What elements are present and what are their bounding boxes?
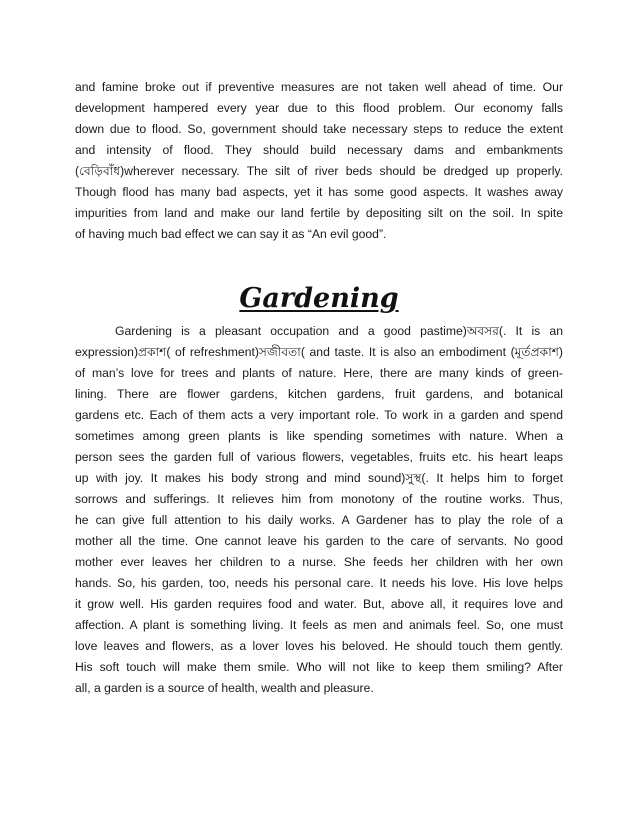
text-line: gardens etc. Each of them acts a very important role. To work in a garden and spend <box>75 408 563 422</box>
text-line: development hampered every year due to this flood problem. Our economy falls <box>75 101 563 115</box>
text-line: and intensity of flood. They should build necessary dams and embankments <box>75 143 563 157</box>
text-line: affection. A plant is something living. It feels as men and animals feel. So, one must <box>75 618 563 632</box>
text-line: all, a garden is a source of health, wealth and pleasure. <box>75 681 374 695</box>
text-line: Though flood has many bad aspects, yet it has some good aspects. It washes away <box>75 185 563 199</box>
gardening-paragraph <box>75 321 563 699</box>
text-line: lining. There are flower gardens, kitchen gardens, fruit gardens, and botanical <box>75 387 563 401</box>
text-line: person sees the garden full of various flowers, vegetables, fruits etc. his heart leaps <box>75 450 563 464</box>
text-line: expression)প্রকাশ( of refreshment)সজীবতা( and taste. It is also an embodiment (মূর্তপ্রকাশ) <box>75 345 563 359</box>
text-line: of having much bad effect we can say it as “An evil good”. <box>75 227 387 241</box>
text-line: hands. So, his garden, too, needs his personal care. It needs his love. His love helps <box>75 576 563 590</box>
text-line: impurities from land and make our land fertile by depositing silt on the soil. In spite <box>75 206 563 220</box>
text-line: of man’s love for trees and plants of nature. Here, there are many kinds of green- <box>75 366 563 380</box>
essay-title: Gardening <box>239 283 399 314</box>
text-line: (বেড়িবাঁধ)wherever necessary. The silt of river beds should be dredged up properly. <box>75 164 563 178</box>
text-line: it grow well. His garden requires food and water. But, above all, it requires love and <box>75 597 563 611</box>
flood-paragraph <box>75 77 563 245</box>
text-line: mother ever leaves her children to a nurse. She feeds her children with her own <box>75 555 563 569</box>
text-line: mother all the time. One cannot leave his garden to the care of servants. No good <box>75 534 563 548</box>
text-line: sometimes among green plants is like spending sometimes with nature. When a <box>75 429 563 443</box>
text-line: sorrows and sufferings. It relieves him from monotony of the routine works. Thus, <box>75 492 563 506</box>
text-line: he can give full attention to his daily works. A Gardener has to play the role of a <box>75 513 563 527</box>
text-line: His soft touch will make them smile. Who will not like to keep them smiling? After <box>75 660 563 674</box>
text-line: and famine broke out if preventive measures are not taken well ahead of time. Our <box>75 80 563 94</box>
text-line: love leaves and flowers, as a lover loves his beloved. He should touch them gently. <box>75 639 563 653</box>
text-line: up with joy. It makes his body strong and mind sound)সুস্থ(. It helps him to forget <box>75 471 563 485</box>
text-line: Gardening is a pleasant occupation and a good pastime)অবসর(. It is an <box>115 324 563 338</box>
text-line: down due to flood. So, government should take necessary steps to reduce the extent <box>75 122 563 136</box>
